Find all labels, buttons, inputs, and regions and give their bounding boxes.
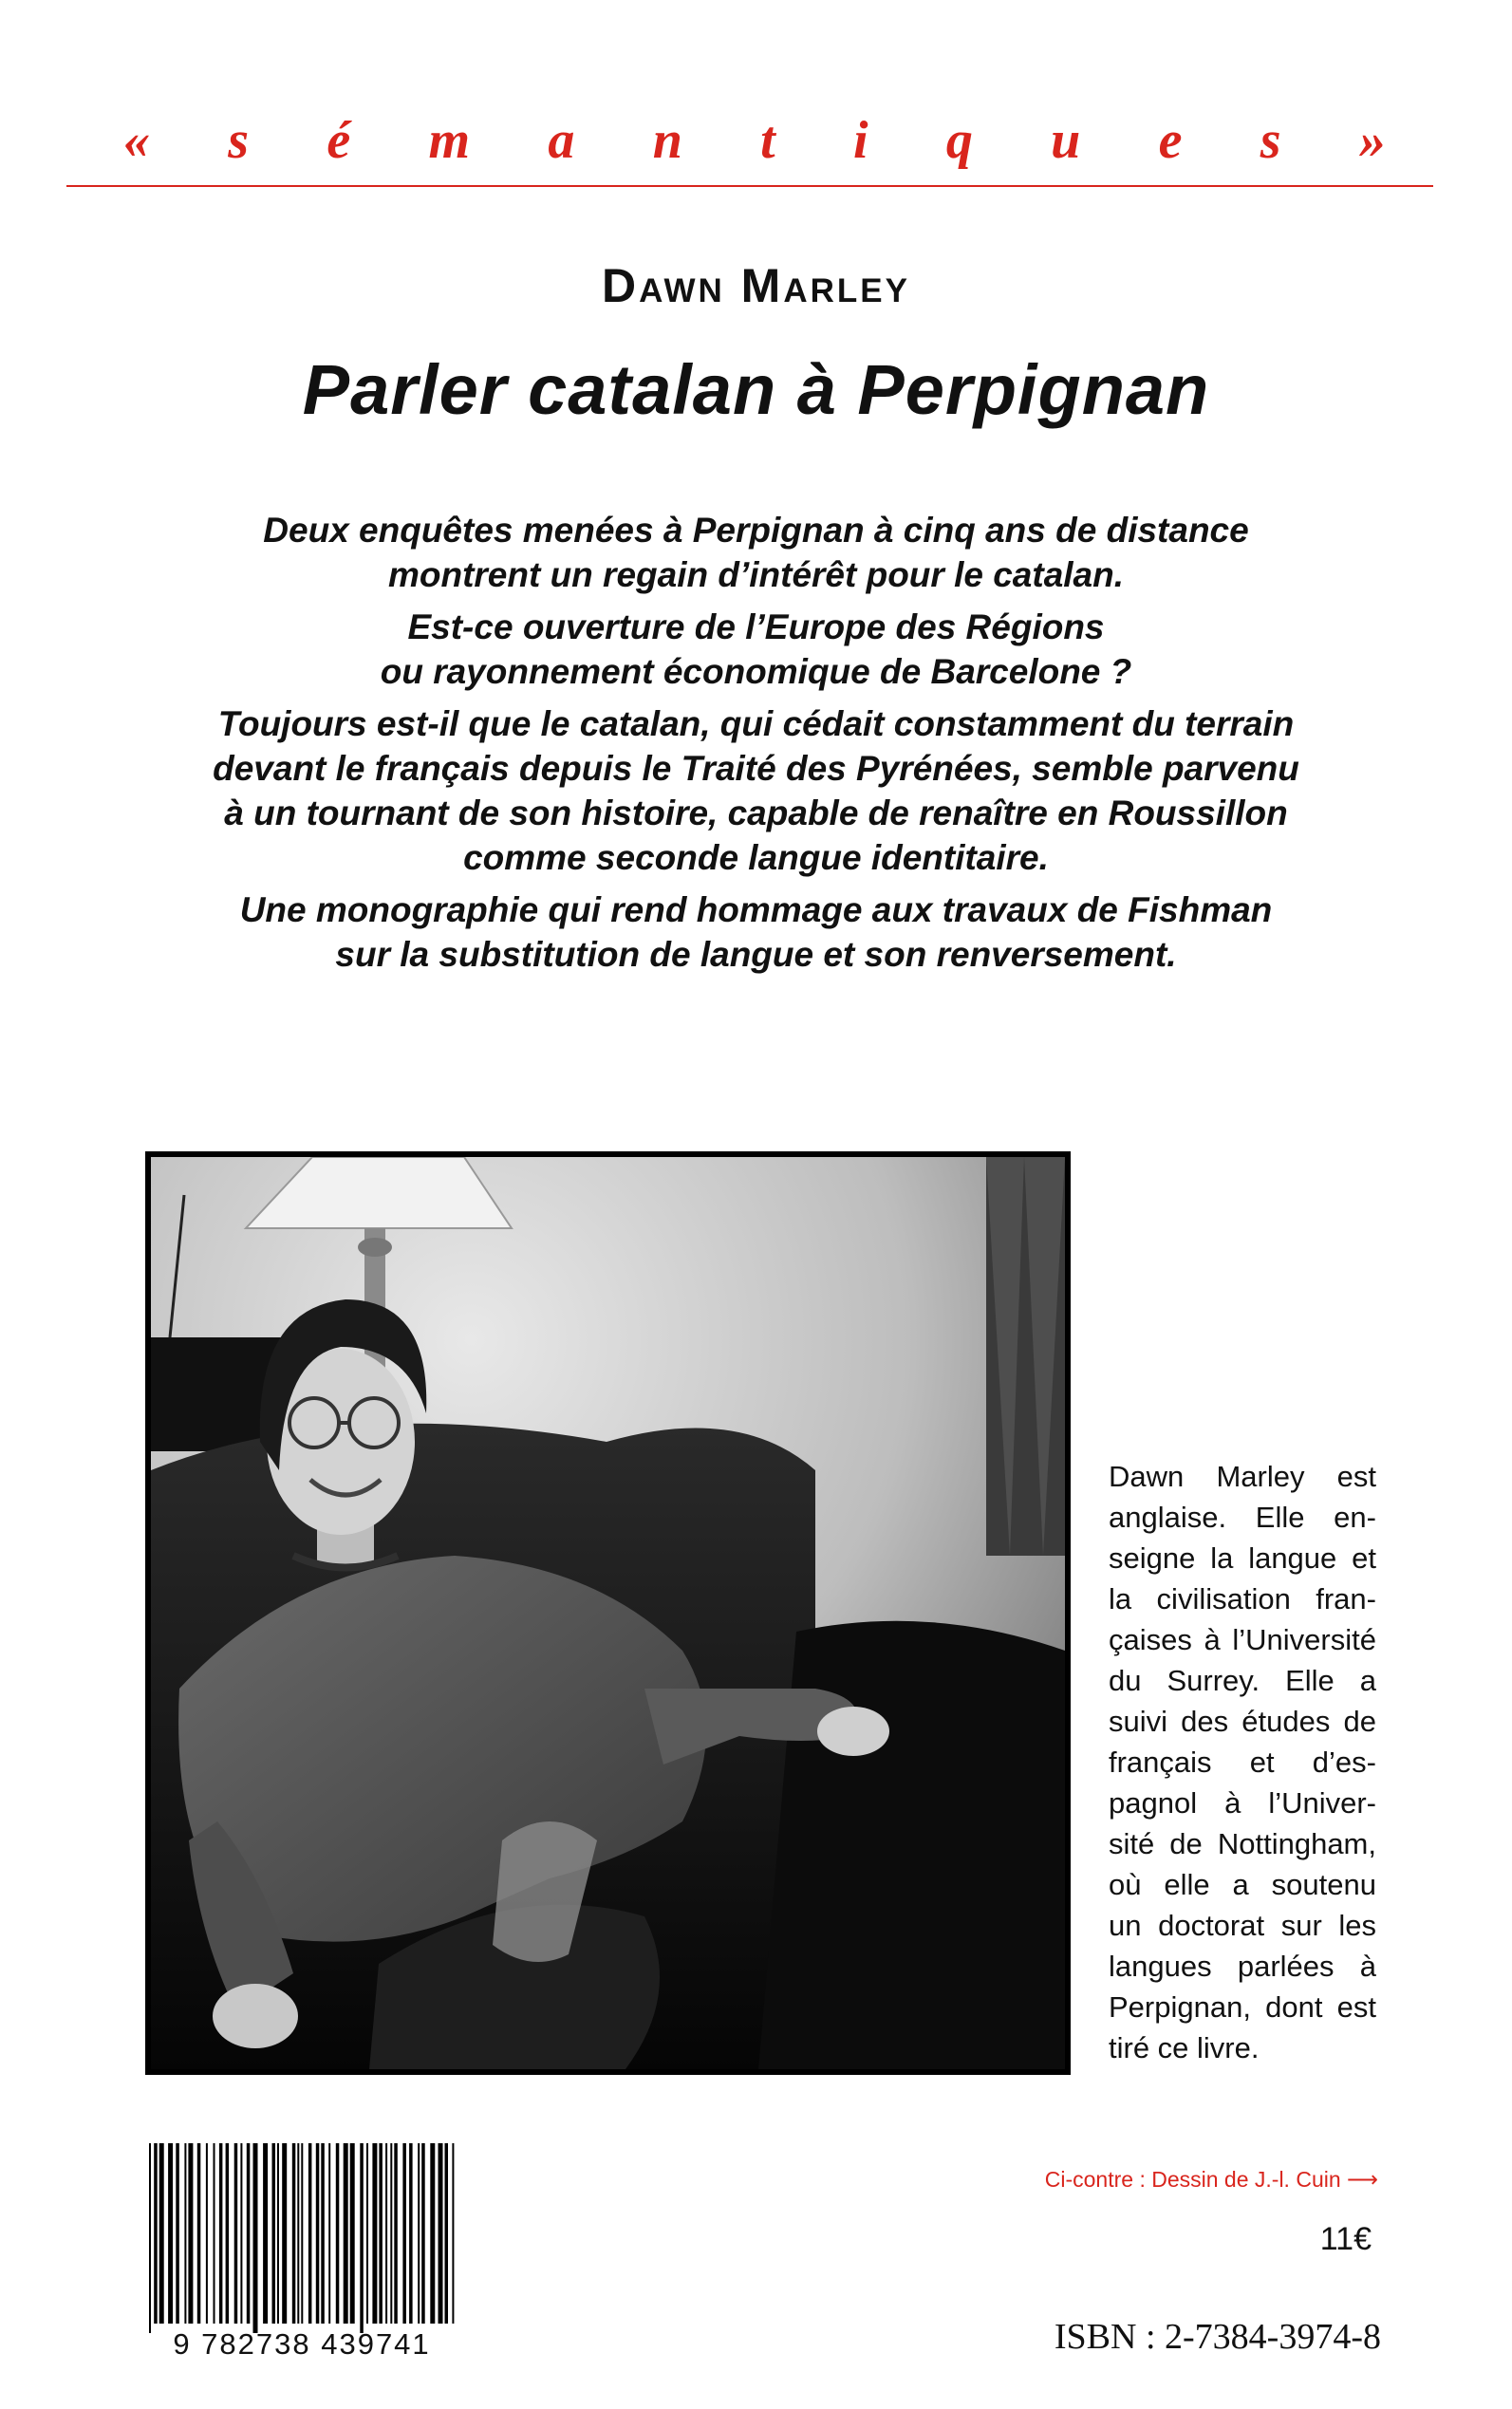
blurb-line: à un tournant de son histoire, capable de renaître en Roussillon	[224, 794, 1288, 832]
series-divider	[66, 185, 1433, 187]
barcode-bar	[321, 2143, 325, 2324]
bio-line: pagnol à l’Univer-	[1109, 1786, 1376, 1820]
bio-line: tiré ce livre.	[1109, 2031, 1260, 2064]
barcode-bar	[206, 2143, 208, 2324]
series-letter: é	[327, 111, 351, 170]
author-photo-illustration	[151, 1157, 1065, 2069]
barcode-bar	[176, 2143, 179, 2324]
barcode-bar	[292, 2143, 296, 2324]
barcode-bar	[214, 2143, 215, 2324]
barcode-bar	[272, 2143, 276, 2324]
barcode-bar	[159, 2143, 164, 2324]
series-letter: t	[760, 111, 775, 170]
bio-line: un doctorat sur les	[1109, 1909, 1376, 1942]
series-letter: s	[228, 111, 250, 170]
barcode-bar	[263, 2143, 268, 2324]
bio-line: où elle a soutenu	[1109, 1868, 1376, 1901]
barcode-bar	[372, 2143, 377, 2324]
barcode-bar	[247, 2143, 251, 2324]
cover-credit: Ci-contre : Dessin de J.-l. Cuin ⟶	[1044, 2167, 1378, 2192]
barcode-bar	[409, 2143, 413, 2324]
series-letter: s	[1260, 111, 1281, 170]
blurb-line: montrent un regain d’intérêt pour le catalan.	[387, 555, 1125, 594]
series-letter: i	[853, 111, 868, 170]
bio-line: sité de Nottingham,	[1109, 1827, 1376, 1860]
barcode-bar	[366, 2143, 368, 2324]
bio-line: Perpignan, dont est	[1109, 1990, 1376, 2024]
barcode-bar	[219, 2143, 223, 2324]
barcode-bar	[452, 2143, 454, 2324]
barcode-bar	[184, 2143, 186, 2324]
blurb-line: Toujours est-il que le catalan, qui cédait constamment du terrain	[217, 704, 1295, 743]
blurb-line: Une monographie qui rend hommage aux travaux de Fishman	[239, 890, 1273, 929]
barcode-bar	[344, 2143, 348, 2324]
blurb-paragraph	[95, 605, 1417, 694]
barcode-bar	[277, 2143, 279, 2324]
blurb-line: ou rayonnement économique de Barcelone ?	[380, 652, 1132, 691]
barcode-bar	[316, 2143, 320, 2324]
blurb-paragraph	[95, 701, 1417, 880]
barcode-bar	[240, 2143, 242, 2324]
barcode-bar	[149, 2143, 151, 2333]
barcode-bar	[308, 2143, 312, 2324]
blurb-line: devant le français depuis le Traité des Pyrénées, semble parvenu	[213, 749, 1299, 788]
barcode-bar	[226, 2143, 230, 2324]
barcode-bar	[336, 2143, 340, 2324]
isbn: ISBN : 2-7384-3974-8	[1054, 2317, 1381, 2357]
series-letter: m	[428, 111, 471, 170]
price: 11€	[1319, 2221, 1372, 2257]
barcode-bar	[418, 2143, 420, 2324]
barcode-bar	[445, 2143, 449, 2324]
book-title: Parler catalan à Perpignan	[302, 350, 1210, 429]
author-name: Dawn Marley	[602, 259, 910, 312]
barcode-bar	[439, 2143, 443, 2324]
barcode-bar	[282, 2143, 287, 2324]
barcode-bar	[253, 2143, 258, 2333]
barcode-bar	[430, 2143, 435, 2324]
author-bio	[1109, 1456, 1376, 2068]
barcode-bar	[385, 2143, 387, 2324]
barcode-bar	[297, 2143, 299, 2324]
bio-line: français et d’es-	[1109, 1746, 1376, 1779]
series-letter: n	[652, 111, 682, 170]
blurb-line: Deux enquêtes menées à Perpignan à cinq ans de distance	[263, 511, 1249, 550]
barcode-bar	[402, 2143, 406, 2324]
bio-line: Dawn Marley est	[1109, 1460, 1376, 1493]
barcode-bar	[328, 2143, 330, 2324]
barcode-bar	[390, 2143, 392, 2324]
barcode	[145, 2143, 458, 2333]
bio-line: la civilisation fran-	[1109, 1582, 1376, 1615]
back-cover-blurb	[95, 508, 1417, 984]
blurb-line: Est-ce ouverture de l’Europe des Régions	[407, 607, 1105, 646]
barcode-bar	[350, 2143, 355, 2324]
blurb-paragraph	[95, 887, 1417, 977]
barcode-bar	[168, 2143, 173, 2324]
barcode-bar	[154, 2143, 158, 2324]
barcode-bar	[394, 2143, 398, 2324]
barcode-digits: 9 782738 439741	[173, 2327, 431, 2361]
barcode-bar	[421, 2143, 425, 2324]
series-open-quote: «	[123, 111, 150, 170]
author-photo	[145, 1151, 1071, 2075]
bio-line: langues parlées à	[1109, 1950, 1376, 1983]
barcode-bar	[188, 2143, 193, 2324]
barcode-bar	[234, 2143, 238, 2324]
bio-line: du Surrey. Elle a	[1109, 1664, 1376, 1697]
barcode-bar	[379, 2143, 383, 2324]
series-close-quote: »	[1358, 111, 1386, 170]
blurb-line: comme seconde langue identitaire.	[463, 838, 1049, 877]
barcode-bar	[301, 2143, 303, 2324]
barcode-bar	[360, 2143, 364, 2333]
bio-line: seigne la langue et	[1109, 1541, 1376, 1575]
series-letter: u	[1051, 111, 1081, 170]
barcode-bar	[197, 2143, 201, 2324]
series-letter: a	[548, 111, 575, 170]
blurb-line: sur la substitution de langue et son renversement.	[335, 935, 1177, 974]
series-letter: q	[945, 111, 973, 170]
blurb-paragraph	[95, 508, 1417, 597]
bio-line: çaises à l’Université	[1109, 1623, 1376, 1656]
series-header	[123, 103, 1386, 178]
bio-line: anglaise. Elle en-	[1109, 1501, 1376, 1534]
series-letter: e	[1158, 111, 1183, 170]
bio-line: suivi des études de	[1109, 1705, 1376, 1738]
